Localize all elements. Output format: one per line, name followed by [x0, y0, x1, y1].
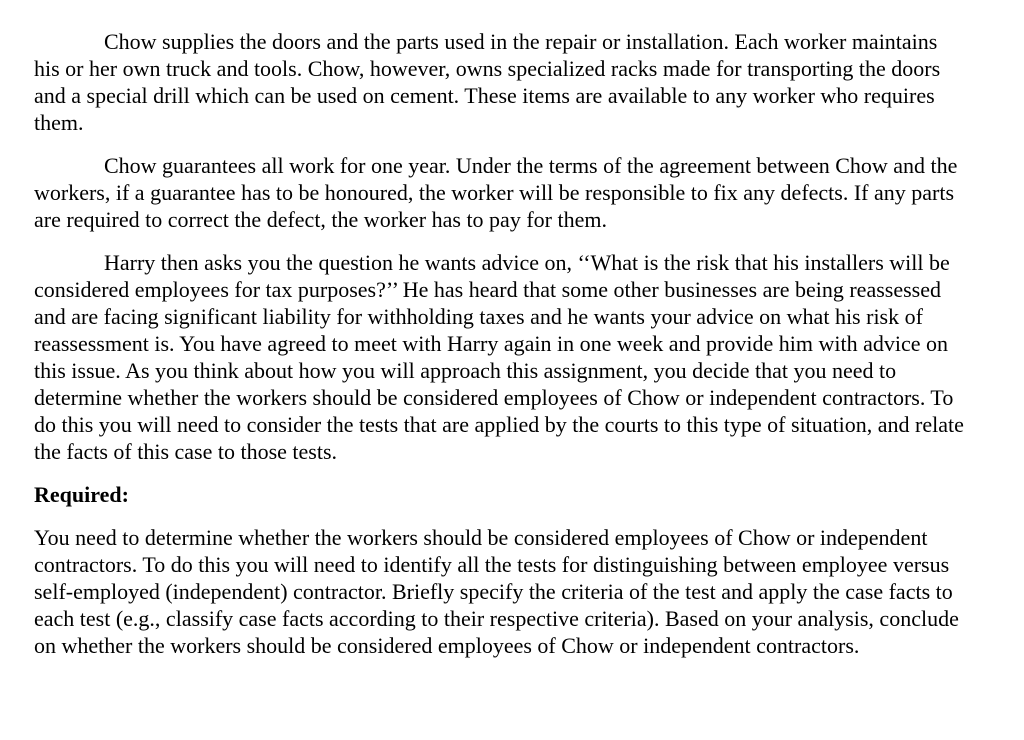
required-heading: Required: — [34, 482, 129, 507]
paragraph-supplies: Chow supplies the doors and the parts used in the repair or installation. Each worker maintains his or her own truck and tools. Chow, however, owns specialized racks made for transporting the doors and a special drill which can be used on cement. These items are available to any worker who requires them. — [34, 29, 941, 135]
paragraph-guarantee: Chow guarantees all work for one year. Under the terms of the agreement between Chow and the workers, if a guarantee has to be honoured, the worker will be responsible to fix any defects. If any parts are required to correct the defect, the worker has to pay for them. — [34, 153, 958, 232]
document-page — [34, 28, 964, 659]
paragraph-question: Harry then asks you the question he wants advice on, ‘‘What is the risk that his installers will be considered employees for tax purposes?’’ He has heard that some other businesses are being reassessed and are facing significant liability for withholding taxes and he wants your advice on what his risk of reassessment is. You have agreed to meet with Harry again in one week and provide him with advice on this issue. As you think about how you will approach this assignment, you decide that you need to determine whether the workers should be considered employees of Chow or independent contractors. To do this you will need to consider the tests that are applied by the courts to this type of situation, and relate the facts of this case to those tests. — [34, 250, 964, 464]
required-text: You need to determine whether the workers should be considered employees of Chow or independent contractors. To do this you will need to identify all the tests for distinguishing between employee versus self-employed (independent) contractor. Briefly specify the criteria of the test and apply the case facts to each test (e.g., classify case facts according to their respective criteria). Based on your analysis, conclude on whether the workers should be considered employees of Chow or independent contractors. — [34, 525, 959, 658]
